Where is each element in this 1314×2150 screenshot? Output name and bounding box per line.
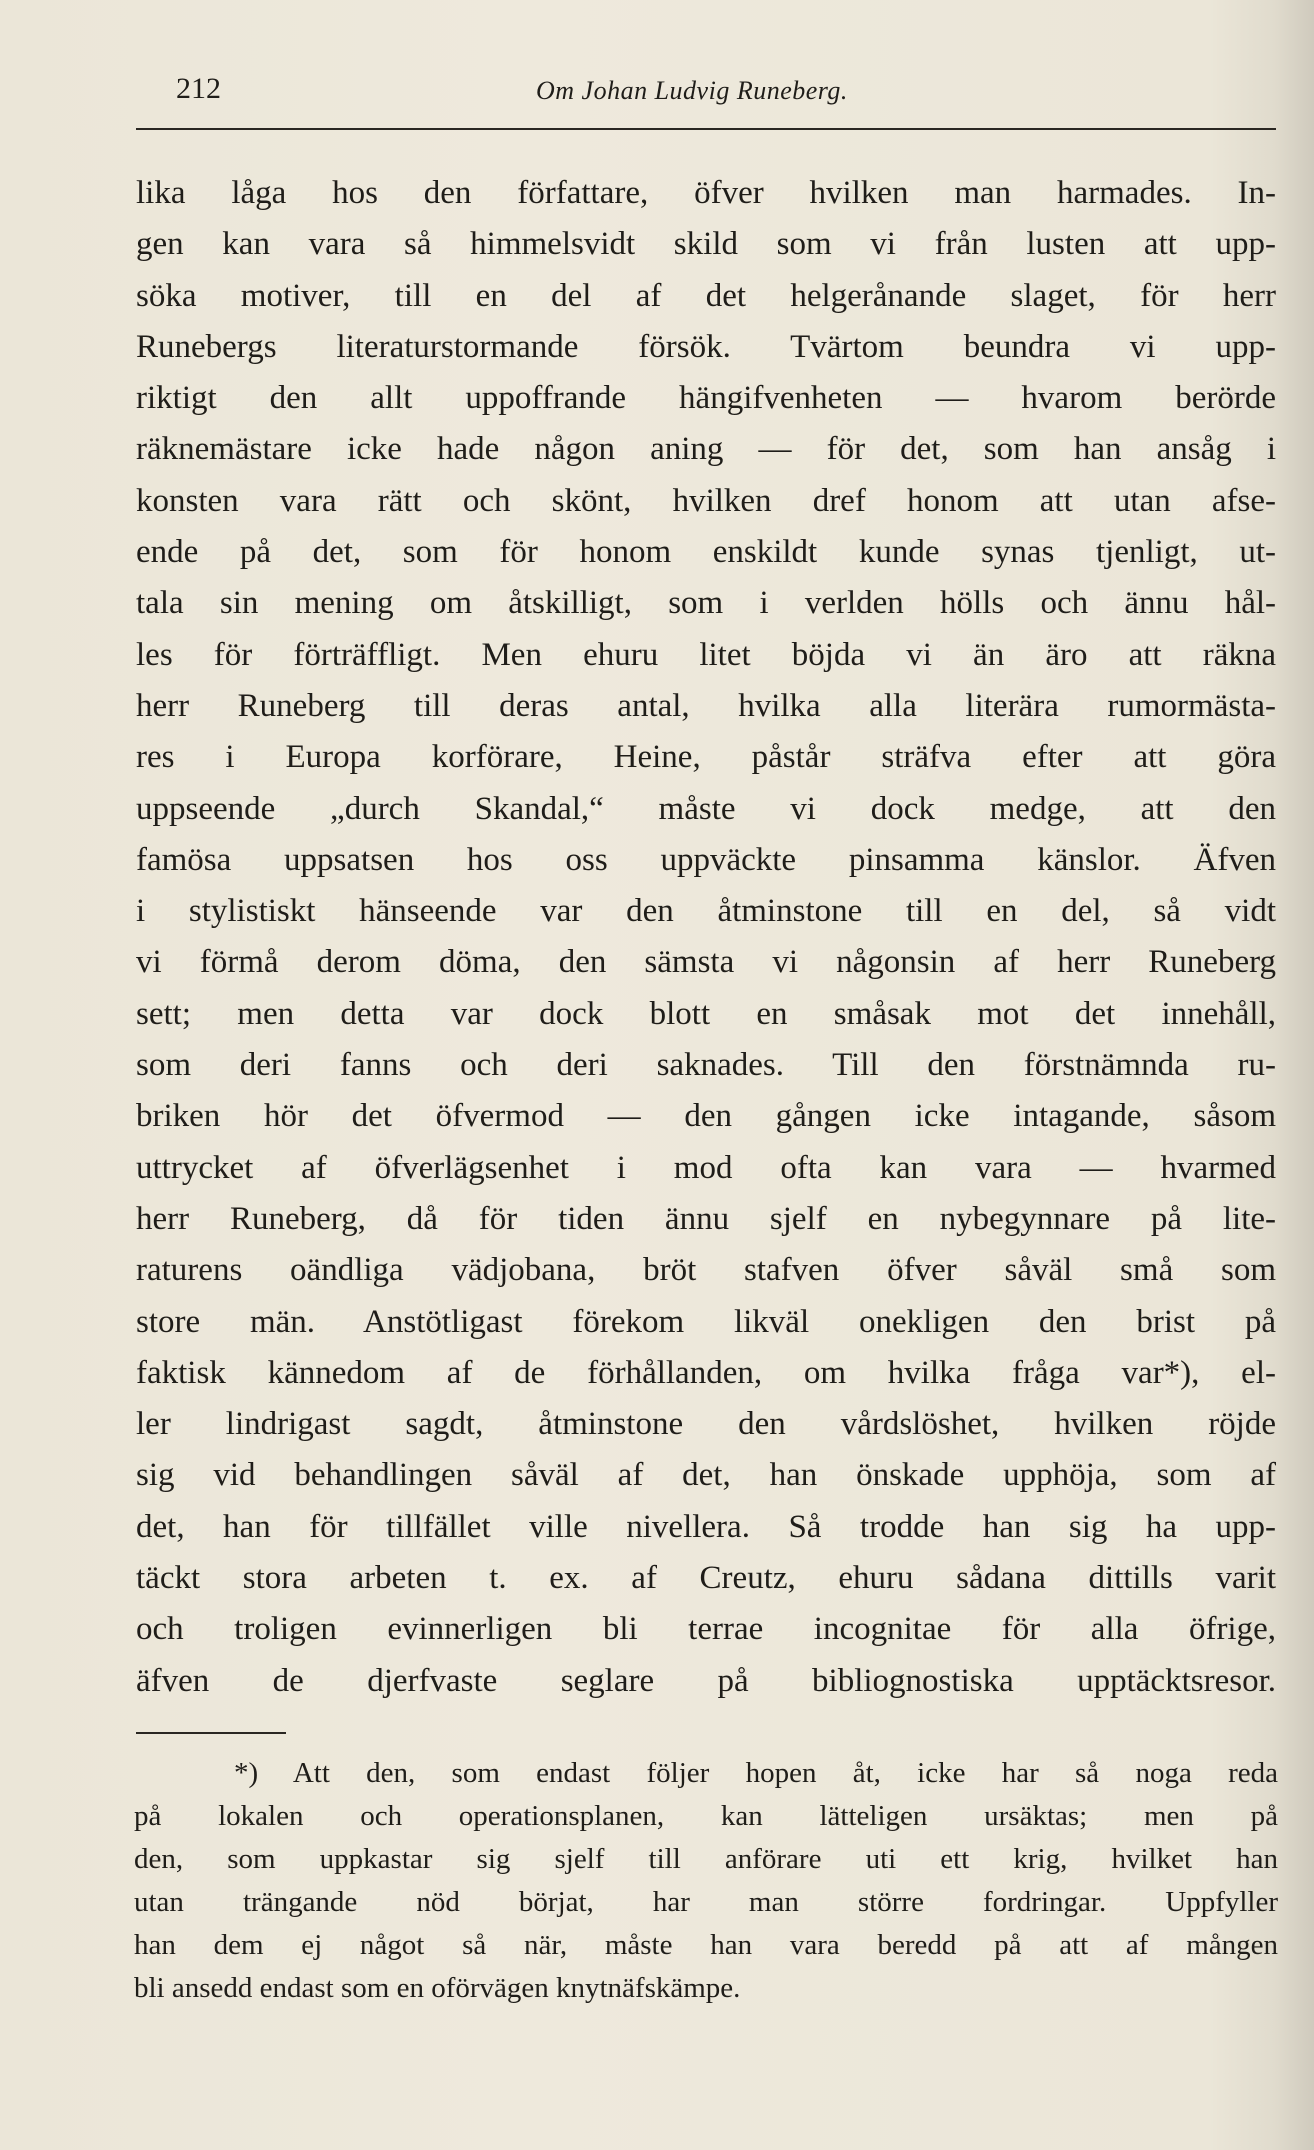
footnote: [134, 1752, 1278, 2010]
footnote-line: *) Att den, som endast följer hopen åt, icke har så noga reda: [234, 1757, 1278, 1789]
text-line: riktigt den allt uppoffrande hängifvenheten — hvarom berörde: [136, 380, 1276, 417]
text-line: sett; men detta var dock blott en småsak mot det innehåll,: [136, 995, 1276, 1032]
text-line: famösa uppsatsen hos oss uppväckte pinsamma känslor. Äfven: [136, 841, 1276, 878]
text-line: store män. Anstötligast förekom likväl onekligen den brist på: [136, 1303, 1276, 1340]
text-line: faktisk kännedom af de förhållanden, om hvilka fråga var*), el-: [136, 1354, 1276, 1391]
page-number: 212: [176, 72, 221, 105]
text-line: les för förträffligt. Men ehuru litet böjda vi än äro att räkna: [136, 636, 1276, 673]
text-line: tala sin mening om åtskilligt, som i verlden hölls och ännu hål-: [136, 585, 1276, 622]
text-line: söka motiver, till en del af det helgerånande slaget, för herr: [136, 277, 1276, 314]
text-line: gen kan vara så himmelsvidt skild som vi från lusten att upp-: [136, 226, 1276, 263]
page-header: [136, 72, 1276, 112]
footnote-rule: [136, 1732, 286, 1734]
text-line: uppseende „durch Skandal,“ måste vi dock medge, att den: [136, 790, 1276, 827]
text-line: räknemästare icke hade någon aning — för det, som han ansåg i: [136, 431, 1276, 468]
footnote-line: bli ansedd endast som en oförvägen knytnäfskämpe.: [134, 1972, 741, 2004]
text-line: sig vid behandlingen såväl af det, han önskade upphöja, som af: [136, 1457, 1276, 1494]
text-line: Runebergs literaturstormande försök. Tvärtom beundra vi upp-: [136, 328, 1276, 365]
text-line: och troligen evinnerligen bli terrae incognitae för alla öfrige,: [136, 1611, 1276, 1648]
text-line: i stylistiskt hänseende var den åtminstone till en del, så vidt: [136, 893, 1276, 930]
footnote-line: han dem ej något så när, måste han vara beredd på att af mången: [134, 1929, 1278, 1961]
text-line: res i Europa korförare, Heine, påstår sträfva efter att göra: [136, 739, 1276, 776]
text-line: herr Runeberg till deras antal, hvilka alla literära rumormästa-: [136, 687, 1276, 724]
body-text: [136, 168, 1276, 1707]
text-line: vi förmå derom döma, den sämsta vi någonsin af herr Runeberg: [136, 944, 1276, 981]
header-rule: [136, 128, 1276, 130]
text-line: raturens oändliga vädjobana, bröt stafven öfver såväl små som: [136, 1252, 1276, 1289]
footnote-line: den, som uppkastar sig sjelf till anförare uti ett krig, hvilket han: [134, 1843, 1278, 1875]
footnote-line: på lokalen och operationsplanen, kan lätteligen ursäktas; men på: [134, 1800, 1278, 1832]
text-line: lika låga hos den författare, öfver hvilken man harmades. In-: [136, 175, 1276, 211]
text-line: täckt stora arbeten t. ex. af Creutz, ehuru sådana dittills varit: [136, 1560, 1276, 1597]
text-line: konsten vara rätt och skönt, hvilken dref honom att utan afse-: [136, 482, 1276, 519]
text-line: briken hör det öfvermod — den gången icke intagande, såsom: [136, 1098, 1276, 1135]
text-line: ende på det, som för honom enskildt kunde synas tjenligt, ut-: [136, 534, 1276, 571]
text-line: ler lindrigast sagdt, åtminstone den vårdslöshet, hvilken röjde: [136, 1406, 1276, 1443]
running-title: Om Johan Ludvig Runeberg.: [536, 76, 848, 105]
text-line: uttrycket af öfverlägsenhet i mod ofta kan vara — hvarmed: [136, 1149, 1276, 1186]
text-line: äfven de djerfvaste seglare på bibliognostiska upptäcktsresor.: [136, 1662, 1276, 1699]
text-line: det, han för tillfället ville nivellera. Så trodde han sig ha upp-: [136, 1508, 1276, 1545]
text-line: herr Runeberg, då för tiden ännu sjelf en nybegynnare på lite-: [136, 1200, 1276, 1237]
footnote-line: utan trängande nöd börjat, har man större fordringar. Uppfyller: [134, 1886, 1278, 1918]
text-line: som deri fanns och deri saknades. Till den förstnämnda ru-: [136, 1047, 1276, 1084]
